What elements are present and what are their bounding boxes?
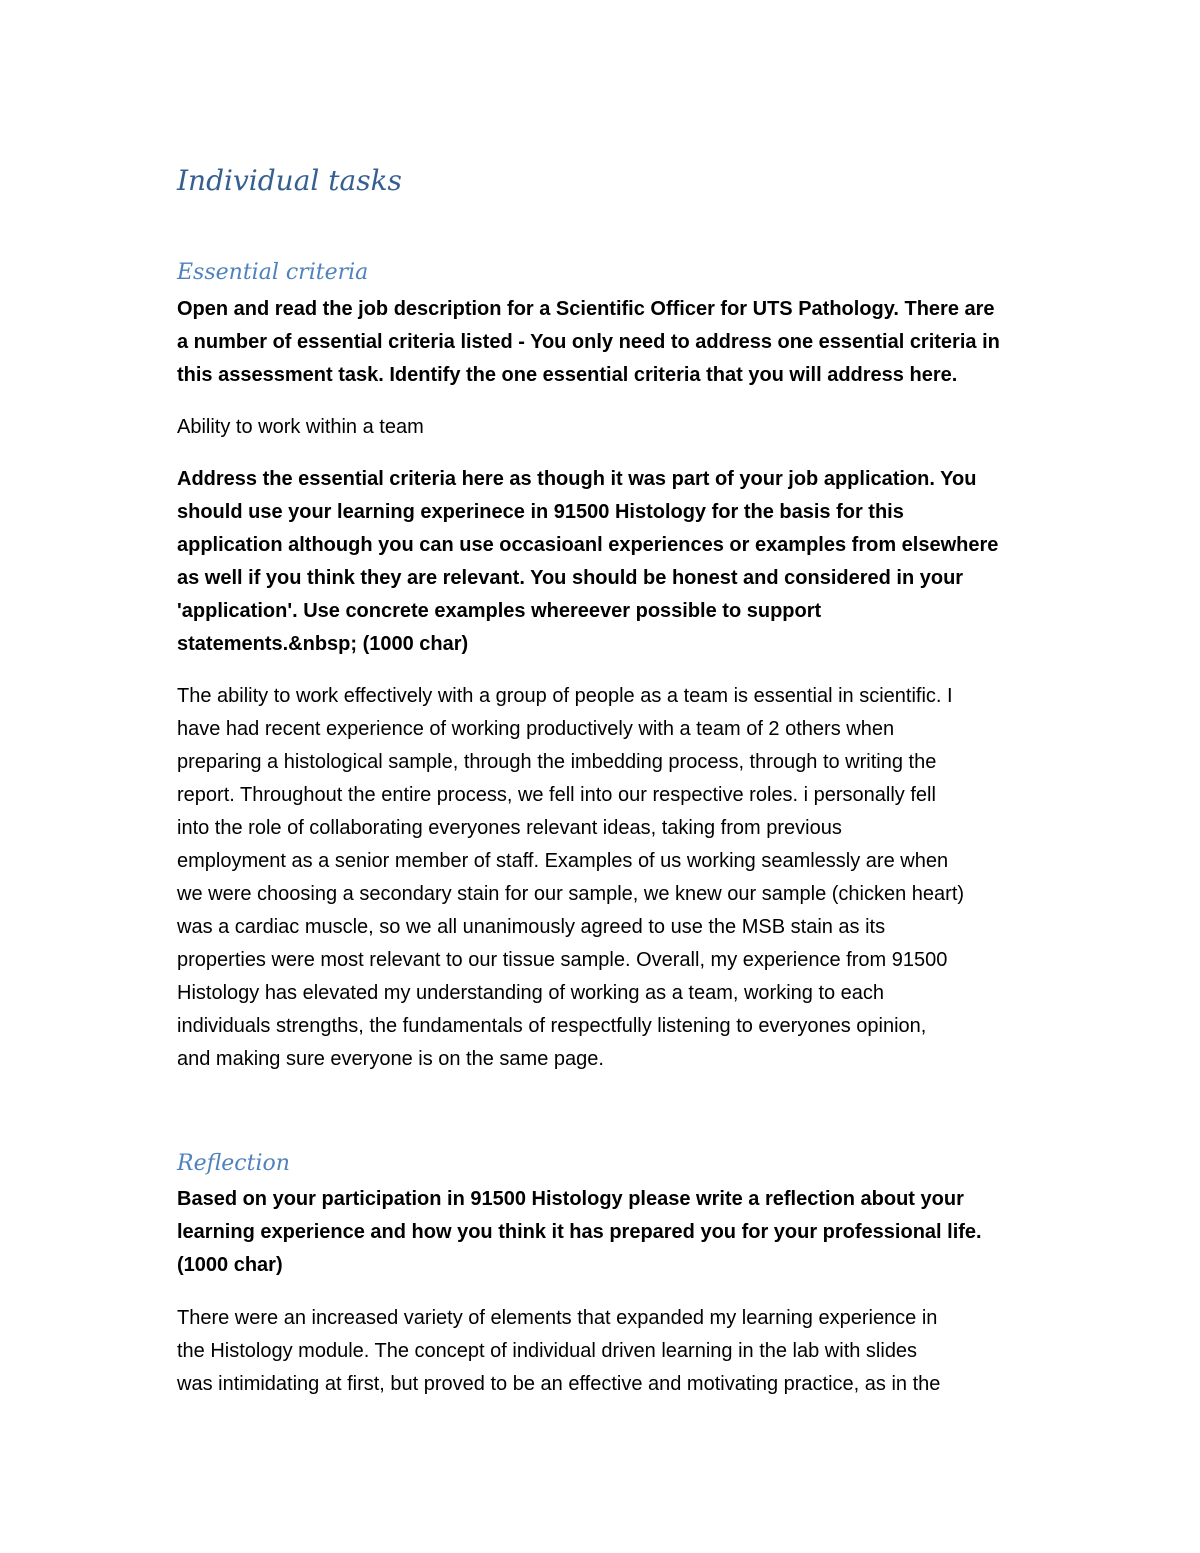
reflection-response (177, 1302, 940, 1401)
selected-criteria-text: Ability to work within a team (177, 416, 424, 438)
response-line: individuals strengths, the fundamentals of respectfully listening to everyones opinion, (177, 1015, 927, 1037)
selected-criteria (177, 411, 424, 444)
prompt-line: this assessment task. Identify the one essential criteria that you will address here. (177, 364, 958, 386)
page-title: Individual tasks (177, 164, 402, 197)
prompt-line: statements.&nbsp; (1000 char) (177, 633, 469, 655)
response-line: the Histology module. The concept of individual driven learning in the lab with slides (177, 1340, 918, 1362)
criteria-response (177, 680, 964, 1076)
prompt-line: Open and read the job description for a Scientific Officer for UTS Pathology. There are (177, 298, 995, 320)
prompt-line: application although you can use occasioanl experiences or examples from elsewhere (177, 534, 999, 556)
prompt-line: 'application'. Use concrete examples whereever possible to support (177, 600, 822, 622)
prompt-line: learning experience and how you think it has prepared you for your professional life. (177, 1221, 982, 1243)
prompt-line: should use your learning experinece in 91500 Histology for the basis for this (177, 501, 904, 523)
prompt-line: as well if you think they are relevant. You should be honest and considered in your (177, 567, 964, 589)
response-line: have had recent experience of working productively with a team of 2 others when (177, 718, 895, 740)
prompt-line: (1000 char) (177, 1254, 283, 1276)
response-line: report. Throughout the entire process, we fell into our respective roles. i personally fell (177, 784, 936, 806)
response-line: into the role of collaborating everyones relevant ideas, taking from previous (177, 817, 842, 839)
reflection-heading: Reflection (177, 1151, 290, 1176)
response-line: was a cardiac muscle, so we all unanimously agreed to use the MSB stain as its (177, 916, 886, 938)
address-criteria-prompt (177, 463, 998, 661)
response-line: Histology has elevated my understanding of working as a team, working to each (177, 982, 885, 1004)
response-line: preparing a histological sample, through the imbedding process, through to writing the (177, 751, 937, 773)
response-line: and making sure everyone is on the same page. (177, 1048, 604, 1070)
response-line: properties were most relevant to our tissue sample. Overall, my experience from 91500 (177, 949, 948, 971)
response-line: was intimidating at first, but proved to be an effective and motivating practice, as in the (177, 1373, 941, 1395)
essential-criteria-prompt (177, 293, 1000, 392)
essential-criteria-heading: Essential criteria (177, 260, 369, 285)
prompt-line: a number of essential criteria listed - You only need to address one essential criteria in (177, 331, 1000, 353)
response-line: The ability to work effectively with a group of people as a team is essential in scientific. I (177, 685, 953, 707)
prompt-line: Address the essential criteria here as though it was part of your job application. You (177, 468, 977, 490)
response-line: we were choosing a secondary stain for our sample, we knew our sample (chicken heart) (177, 883, 965, 905)
prompt-line: Based on your participation in 91500 Histology please write a reflection about your (177, 1188, 964, 1210)
response-line: There were an increased variety of elements that expanded my learning experience in (177, 1307, 938, 1329)
reflection-prompt (177, 1183, 982, 1282)
response-line: employment as a senior member of staff. Examples of us working seamlessly are when (177, 850, 949, 872)
